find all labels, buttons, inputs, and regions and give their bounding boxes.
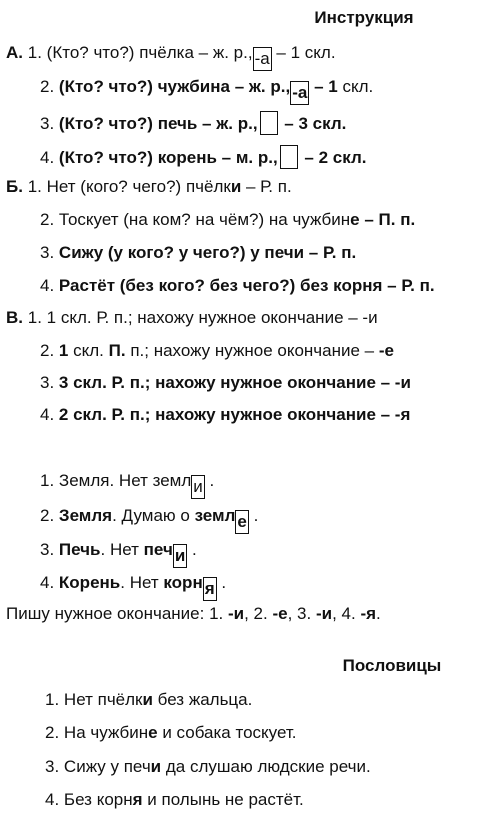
- section-b-letter: Б.: [6, 177, 23, 196]
- section-v-letter: В.: [6, 308, 23, 327]
- section-v-line-3: 3. 3 скл. Р. п.; нахожу нужное окончание – -и: [40, 373, 411, 392]
- summary-line: Пишу нужное окончание: 1. -и, 2. -е, 3. -и, 4. -я.: [6, 604, 381, 623]
- section-v-line-4: 4. 2 скл. Р. п.; нахожу нужное окончание – -я: [40, 405, 411, 424]
- ending-box: и: [191, 475, 205, 499]
- section-v-line-2: 2. 1 скл. П. п.; нахожу нужное окончание – -е: [40, 341, 394, 360]
- section-a-line-2: 2. (Кто? что?) чужбина – ж. р., -а – 1 скл.: [40, 77, 373, 97]
- instruction-title: Инструкция: [314, 8, 414, 27]
- ending-box: я: [203, 577, 217, 601]
- section-b-line-1: Б. 1. Нет (кого? чего?) пчёлки – Р. п.: [6, 177, 292, 196]
- proverb-line-4: 4. Без корня и полынь не растёт.: [45, 790, 304, 809]
- section-b-line-4: 4. Растёт (без кого? без чего?) без корня – Р. п.: [40, 276, 435, 295]
- section-a-line-1: А. 1. (Кто? что?) пчёлка – ж. р., -а – 1 скл.: [6, 43, 336, 63]
- section-b-line-3: 3. Сижу (у кого? у чего?) у печи – Р. п.: [40, 243, 357, 262]
- section-a-line-4: 4. (Кто? что?) корень – м. р., – 2 скл.: [40, 145, 366, 165]
- empty-ending-box: [280, 145, 298, 169]
- proverb-line-1: 1. Нет пчёлки без жальца.: [45, 690, 253, 709]
- empty-ending-box: [260, 111, 278, 135]
- section-a-letter: А.: [6, 43, 23, 62]
- example-line-1: 1. Земля. Нет земл и .: [40, 471, 214, 491]
- example-line-4: 4. Корень. Нет корн я .: [40, 573, 226, 593]
- ending-box: -а: [253, 47, 272, 71]
- ending-box: -а: [290, 81, 309, 105]
- proverb-line-2: 2. На чужбине и собака тоскует.: [45, 723, 297, 742]
- section-b-line-2: 2. Тоскует (на ком? на чём?) на чужбине – П. п.: [40, 210, 416, 229]
- section-a-line-3: 3. (Кто? что?) печь – ж. р., – 3 скл.: [40, 111, 346, 131]
- ending-box: и: [173, 544, 187, 568]
- example-line-3: 3. Печь. Нет печ и .: [40, 540, 197, 560]
- proverbs-title: Пословицы: [342, 656, 442, 675]
- section-v-line-1: В. 1. 1 скл. Р. п.; нахожу нужное окончание – -и: [6, 308, 378, 327]
- proverb-line-3: 3. Сижу у печи да слушаю людские речи.: [45, 757, 371, 776]
- ending-box: е: [235, 510, 248, 534]
- example-line-2: 2. Земля. Думаю о земл е .: [40, 506, 258, 526]
